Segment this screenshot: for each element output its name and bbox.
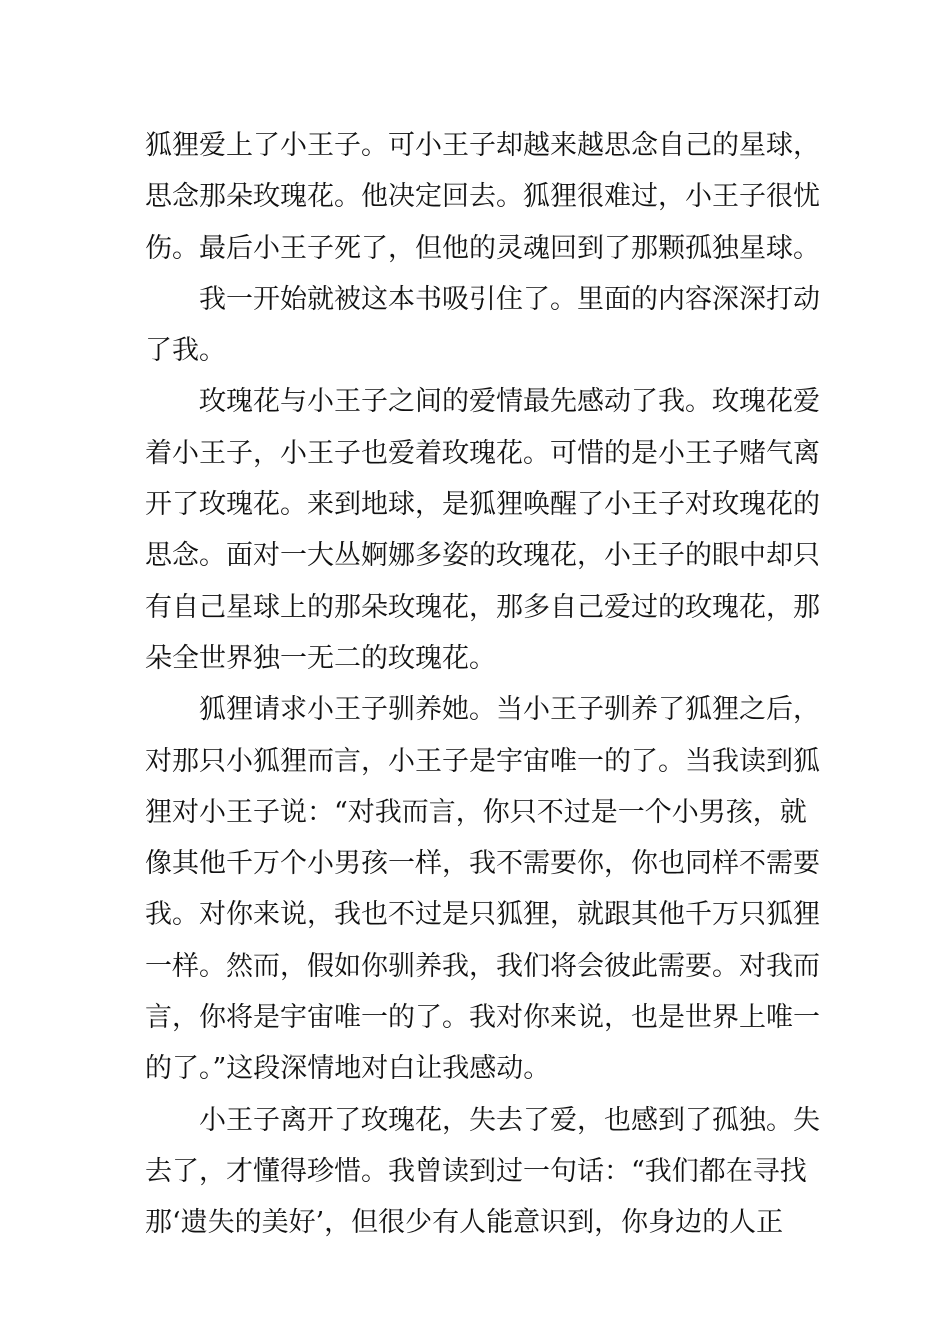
text-line: 言，你将是宇宙唯一的了。我对你来说，也是世界上唯一 <box>145 1002 820 1034</box>
text-line: 朵全世界独一无二的玫瑰花。 <box>145 642 496 674</box>
text-line: 思念。面对一大丛婀娜多姿的玫瑰花，小王子的眼中却只 <box>145 540 820 572</box>
text-line: 狐狸爱上了小王子。可小王子却越来越思念自己的星球， <box>145 130 820 161</box>
text-line: 我。对你来说，我也不过是只狐狸，就跟其他千万只狐狸 <box>145 899 820 931</box>
text-line: 像其他千万个小男孩一样，我不需要你，你也同样不需要 <box>145 848 820 880</box>
text-line: 了我。 <box>145 335 226 367</box>
paragraph-first-line: 小王子离开了玫瑰花，失去了爱，也感到了孤独。失 <box>199 1104 820 1136</box>
paragraph-first-line: 狐狸请求小王子驯养她。当小王子驯养了狐狸之后， <box>199 694 820 726</box>
text-line: 伤。最后小王子死了，但他的灵魂回到了那颗孤独星球。 <box>145 232 820 264</box>
paragraph-first-line: 玫瑰花与小王子之间的爱情最先感动了我。玫瑰花爱 <box>199 386 820 418</box>
text-line: 对那只小狐狸而言，小王子是宇宙唯一的了。当我读到狐 <box>145 745 820 777</box>
text-line: 去了，才懂得珍惜。我曾读到过一句话：“我们都在寻找 <box>145 1155 807 1187</box>
text-line: 思念那朵玫瑰花。他决定回去。狐狸很难过，小王子很忧 <box>145 181 820 213</box>
text-line: 开了玫瑰花。来到地球，是狐狸唤醒了小王子对玫瑰花的 <box>145 489 820 521</box>
text-line: 狸对小王子说：“对我而言，你只不过是一个小男孩，就 <box>145 796 807 828</box>
text-line: 一样。然而，假如你驯养我，我们将会彼此需要。对我而 <box>145 950 820 982</box>
paragraph-first-line: 我一开始就被这本书吸引住了。里面的内容深深打动 <box>199 283 820 315</box>
text-line: 的了。”这段深情地对白让我感动。 <box>145 1053 551 1085</box>
text-line: 着小王子，小王子也爱着玫瑰花。可惜的是小王子赌气离 <box>145 437 820 469</box>
text-line: 那‘遗失的美好’，但很少有人能意识到，你身边的人正 <box>145 1207 784 1239</box>
document-body <box>145 120 820 1249</box>
text-line: 有自己星球上的那朵玫瑰花，那多自己爱过的玫瑰花，那 <box>145 591 820 623</box>
